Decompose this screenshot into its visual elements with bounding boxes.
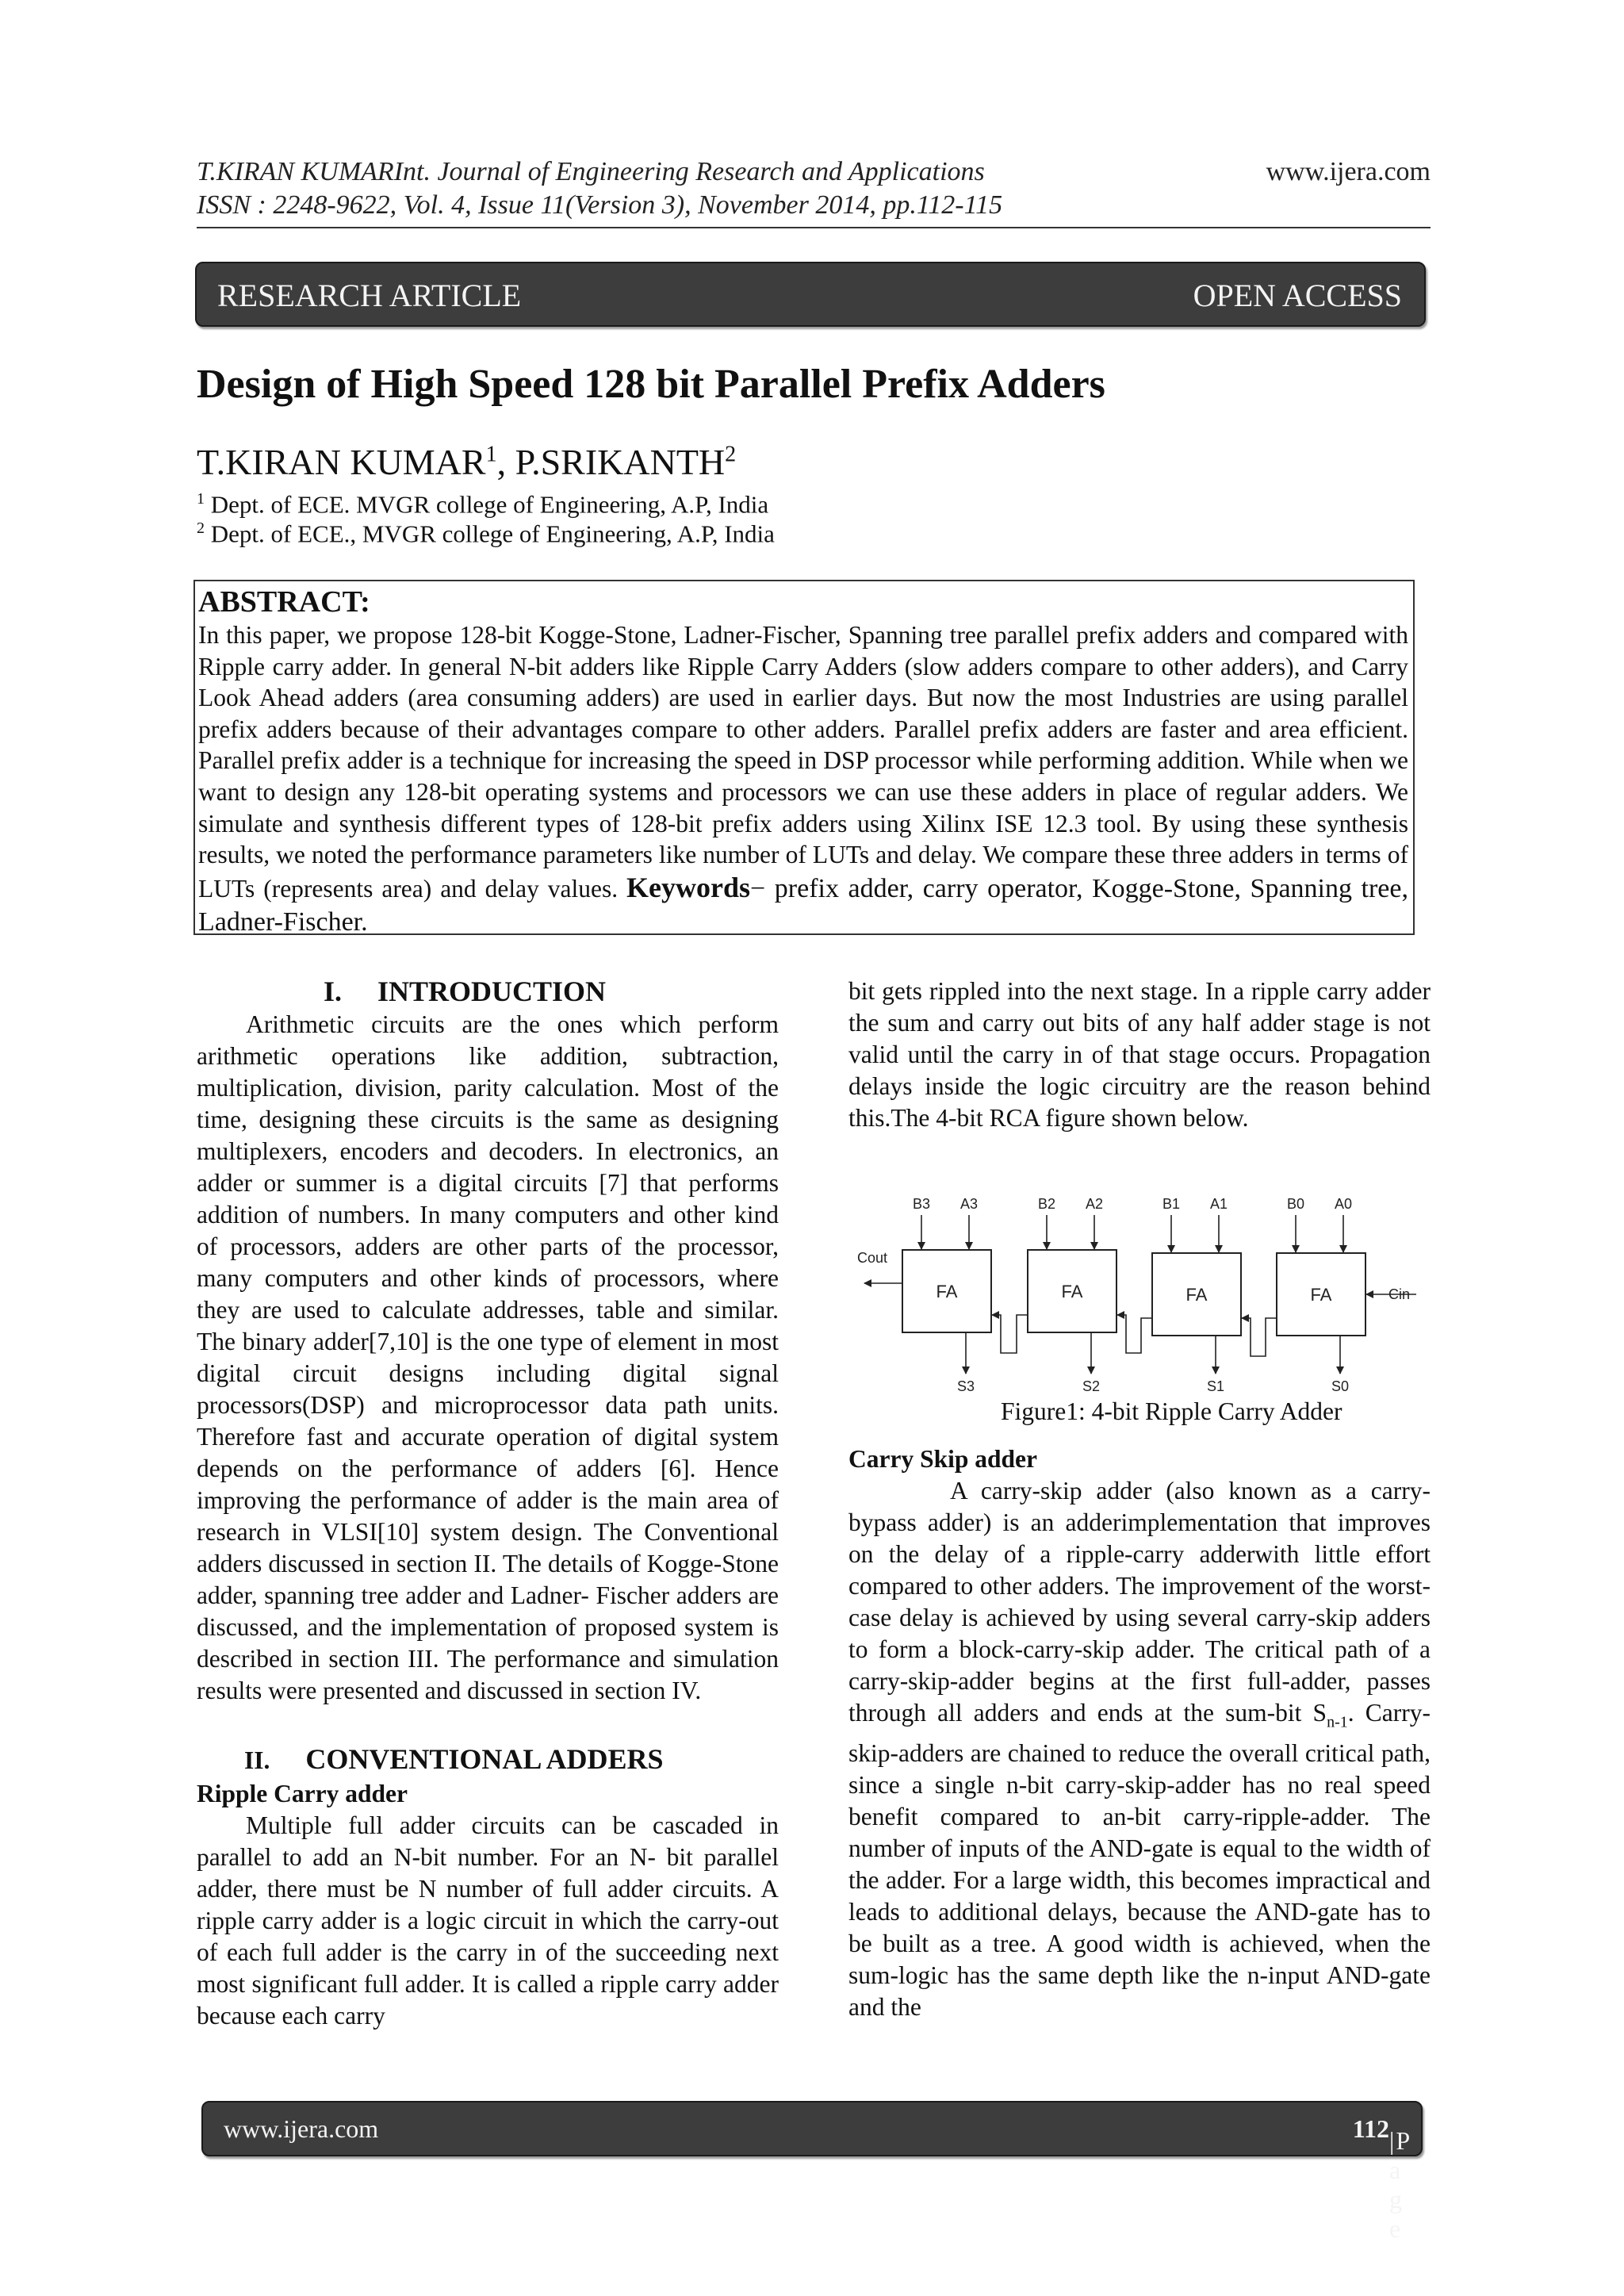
affiliation-1-sup: 1 bbox=[197, 490, 205, 508]
affiliation-1 bbox=[197, 490, 768, 519]
header-rule bbox=[197, 227, 1431, 228]
abstract-heading: ABSTRACT: bbox=[198, 585, 370, 619]
author-1: T.KIRAN KUMAR bbox=[197, 442, 486, 482]
ripple-carry-paragraph: Multiple full adder circuits can be cascaded in parallel to add an N-bit number. For an N- bit parallel adder, there must be N number of full adder circuits. A ripple carry adder is a logic circuit in which the carry-out of each full adder is the carry in of the succeeding next most significant full adder. It is called a ripple carry adder because each carry bbox=[197, 1811, 779, 2030]
input-label-b2: B2 bbox=[1037, 1196, 1056, 1212]
section-spacer bbox=[197, 1707, 779, 1742]
conventional-title: CONVENTIONAL ADDERS bbox=[305, 1743, 664, 1775]
keywords-text: prefix adder, carry operator, Kogge-Stone, Spanning tree, Ladner-Fischer. bbox=[198, 873, 1408, 937]
carry-out-label: Cout bbox=[856, 1250, 888, 1266]
affiliation-2 bbox=[197, 519, 775, 548]
full-adder-label: FA bbox=[1185, 1285, 1208, 1305]
header-url[interactable]: www.ijera.com bbox=[1266, 157, 1431, 186]
carry-skip-text-a: A carry-skip adder (also known as a carry-bypass adder) is an adderimplementation that improves on the delay of a ripple-carry adderwith little effort compared to other adders. The improvement of the worst-case delay is achieved by using several carry-skip adders to form a block-carry-skip adder. The critical path of a carry-skip-adder begins at the first full-adder, passes through all adders and ends at the sum-bit S bbox=[848, 1477, 1431, 1727]
affiliation-2-text: Dept. of ECE., MVGR college of Engineering, A.P, India bbox=[205, 519, 775, 548]
input-label-a1: A1 bbox=[1209, 1196, 1228, 1212]
carry-skip-paragraph bbox=[848, 1475, 1431, 2023]
affiliation-1-text: Dept. of ECE. MVGR college of Engineering, A.P, India bbox=[205, 490, 769, 519]
conventional-heading bbox=[197, 1742, 779, 1778]
affiliation-2-sup: 2 bbox=[197, 519, 205, 537]
abstract-text: In this paper, we propose 128-bit Kogge-Stone, Ladner-Fischer, Spanning tree parallel prefix adders and compared with Ripple carry adder. In general N-bit adders like Ripple Carry Adders (slow adders compare to other adders), and Carry Look Ahead adders (area consuming adders) are used in earlier days. But now the most Industries are using parallel prefix adders because of their advantages compare to other adders. Parallel prefix adders are faster and area efficient. Parallel prefix adder is a technique for increasing the speed in DSP processor while performing addition. While when we want to design any 128-bit operating systems and processors we can use these adders in place of regular adders. We simulate and synthesis different types of 128-bit prefix adders using Xilinx ISE 12.3 tool. By using these synthesis results, we noted the performance parameters like number of LUTs and delay. We compare these three adders in terms of LUTs (represents area) and delay values. bbox=[198, 621, 1408, 903]
footer-page-number: 112 bbox=[1352, 2114, 1389, 2143]
output-label-s3: S3 bbox=[956, 1378, 975, 1394]
author-1-sup: 1 bbox=[485, 442, 497, 467]
carry-wire bbox=[1242, 1318, 1277, 1356]
keywords-label: Keywords bbox=[626, 871, 751, 903]
input-label-a2: A2 bbox=[1085, 1196, 1104, 1212]
author-2: P.SRIKANTH bbox=[515, 442, 726, 482]
input-label-b0: B0 bbox=[1286, 1196, 1305, 1212]
banner-open-access: OPEN ACCESS bbox=[1193, 278, 1402, 313]
right-column bbox=[848, 976, 1431, 1134]
carry-skip-subscript: n-1 bbox=[1327, 1713, 1348, 1731]
intro-title: INTRODUCTION bbox=[377, 976, 607, 1007]
output-label-s1: S1 bbox=[1206, 1378, 1225, 1394]
journal-line-1: T.KIRAN KUMARInt. Journal of Engineering Research and Applications bbox=[197, 157, 985, 186]
intro-paragraph: Arithmetic circuits are the ones which perform arithmetic operations like addition, subtraction, multiplication, division, parity calculation. Most of the time, designing these circuits is the same as designing multiplexers, encoders and decoders. In electronics, an adder or summer is a digital circuits [7] that performs addition of numbers. In many computers and other kind of processors, adders are other parts of the processor, many computers and other kinds of processors, where they are used to calculate addresses, table and similar. The binary adder[7,10] is the one type of element in most digital circuit designs including digital signal processors(DSP) and microprocessor data path units. Therefore fast and accurate operation of digital system depends on the performance of adders [6]. Hence improving the performance of adder is the main area of research in VLSI[10] system design. The Conventional adders discussed in section II. The details of Kogge-Stone adder, spanning tree adder and Ladner- Fischer adders are discussed, and the implementation of proposed system is described in section III. The performance and simulation results were presented and discussed in section IV. bbox=[197, 1010, 779, 1704]
running-header bbox=[197, 155, 1431, 222]
carry-wire bbox=[1117, 1315, 1152, 1353]
figure-1-caption: Figure1: 4-bit Ripple Carry Adder bbox=[1001, 1397, 1342, 1425]
output-label-s2: S2 bbox=[1082, 1378, 1101, 1394]
paper-title: Design of High Speed 128 bit Parallel Prefix Adders bbox=[197, 362, 1105, 407]
input-label-b1: B1 bbox=[1162, 1196, 1181, 1212]
full-adder-label: FA bbox=[1061, 1282, 1083, 1301]
full-adder-label: FA bbox=[1310, 1285, 1332, 1305]
ripple-carry-continued: bit gets rippled into the next stage. In a ripple carry adder the sum and carry out bits of any half adder stage is not valid until the carry in of that stage occurs. Propagation delays inside the logic circuitry are the reason behind this.The 4-bit RCA figure shown below. bbox=[848, 977, 1431, 1132]
footer-url[interactable]: www.ijera.com bbox=[224, 2114, 379, 2143]
output-label-s0: S0 bbox=[1331, 1378, 1350, 1394]
ripple-carry-adder-figure bbox=[848, 1190, 1432, 1396]
full-adder-label: FA bbox=[936, 1282, 958, 1301]
carry-in-label: Cin bbox=[1388, 1286, 1410, 1302]
conventional-number: II. bbox=[244, 1746, 270, 1774]
author-list bbox=[197, 441, 736, 483]
input-label-a3: A3 bbox=[959, 1196, 979, 1212]
carry-skip-heading: Carry Skip adder bbox=[848, 1445, 1038, 1473]
ripple-carry-heading: Ripple Carry adder bbox=[197, 1780, 408, 1807]
abstract-body bbox=[198, 619, 1408, 939]
footer-page bbox=[1352, 2114, 1411, 2243]
journal-line-2: ISSN : 2248-9622, Vol. 4, Issue 11(Version 3), November 2014, pp.112-115 bbox=[197, 190, 1003, 220]
intro-heading bbox=[197, 974, 779, 1009]
intro-number: I. bbox=[324, 976, 343, 1007]
carry-wire bbox=[992, 1315, 1028, 1353]
author-2-sup: 2 bbox=[725, 442, 737, 467]
page-footer bbox=[201, 2101, 1423, 2243]
right-column-lower bbox=[848, 1443, 1431, 2023]
carry-skip-text-b: . Carry-skip-adders are chained to reduce the overall critical path, since a single n-bit carry-skip-adder has no real speed benefit compared to an-bit carry-ripple-adder. The number of inputs of the AND-gate is equal to the width of the adder. For a large width, this becomes impractical and leads to additional delays, because the AND-gate has to be built as a tree. A good width is achieved, when the sum-logic has the same depth like the n-input AND-gate and the bbox=[848, 1699, 1431, 2022]
banner-research-article: RESEARCH ARTICLE bbox=[217, 278, 522, 313]
footer-page-label: |P a g e bbox=[1389, 2126, 1411, 2243]
input-label-b3: B3 bbox=[912, 1196, 931, 1212]
author-separator: , bbox=[496, 442, 515, 482]
left-column bbox=[197, 974, 779, 2032]
keywords-dash: − bbox=[750, 873, 775, 903]
input-label-a0: A0 bbox=[1334, 1196, 1353, 1212]
abstract-box bbox=[193, 580, 1415, 935]
article-type-banner bbox=[195, 262, 1426, 327]
